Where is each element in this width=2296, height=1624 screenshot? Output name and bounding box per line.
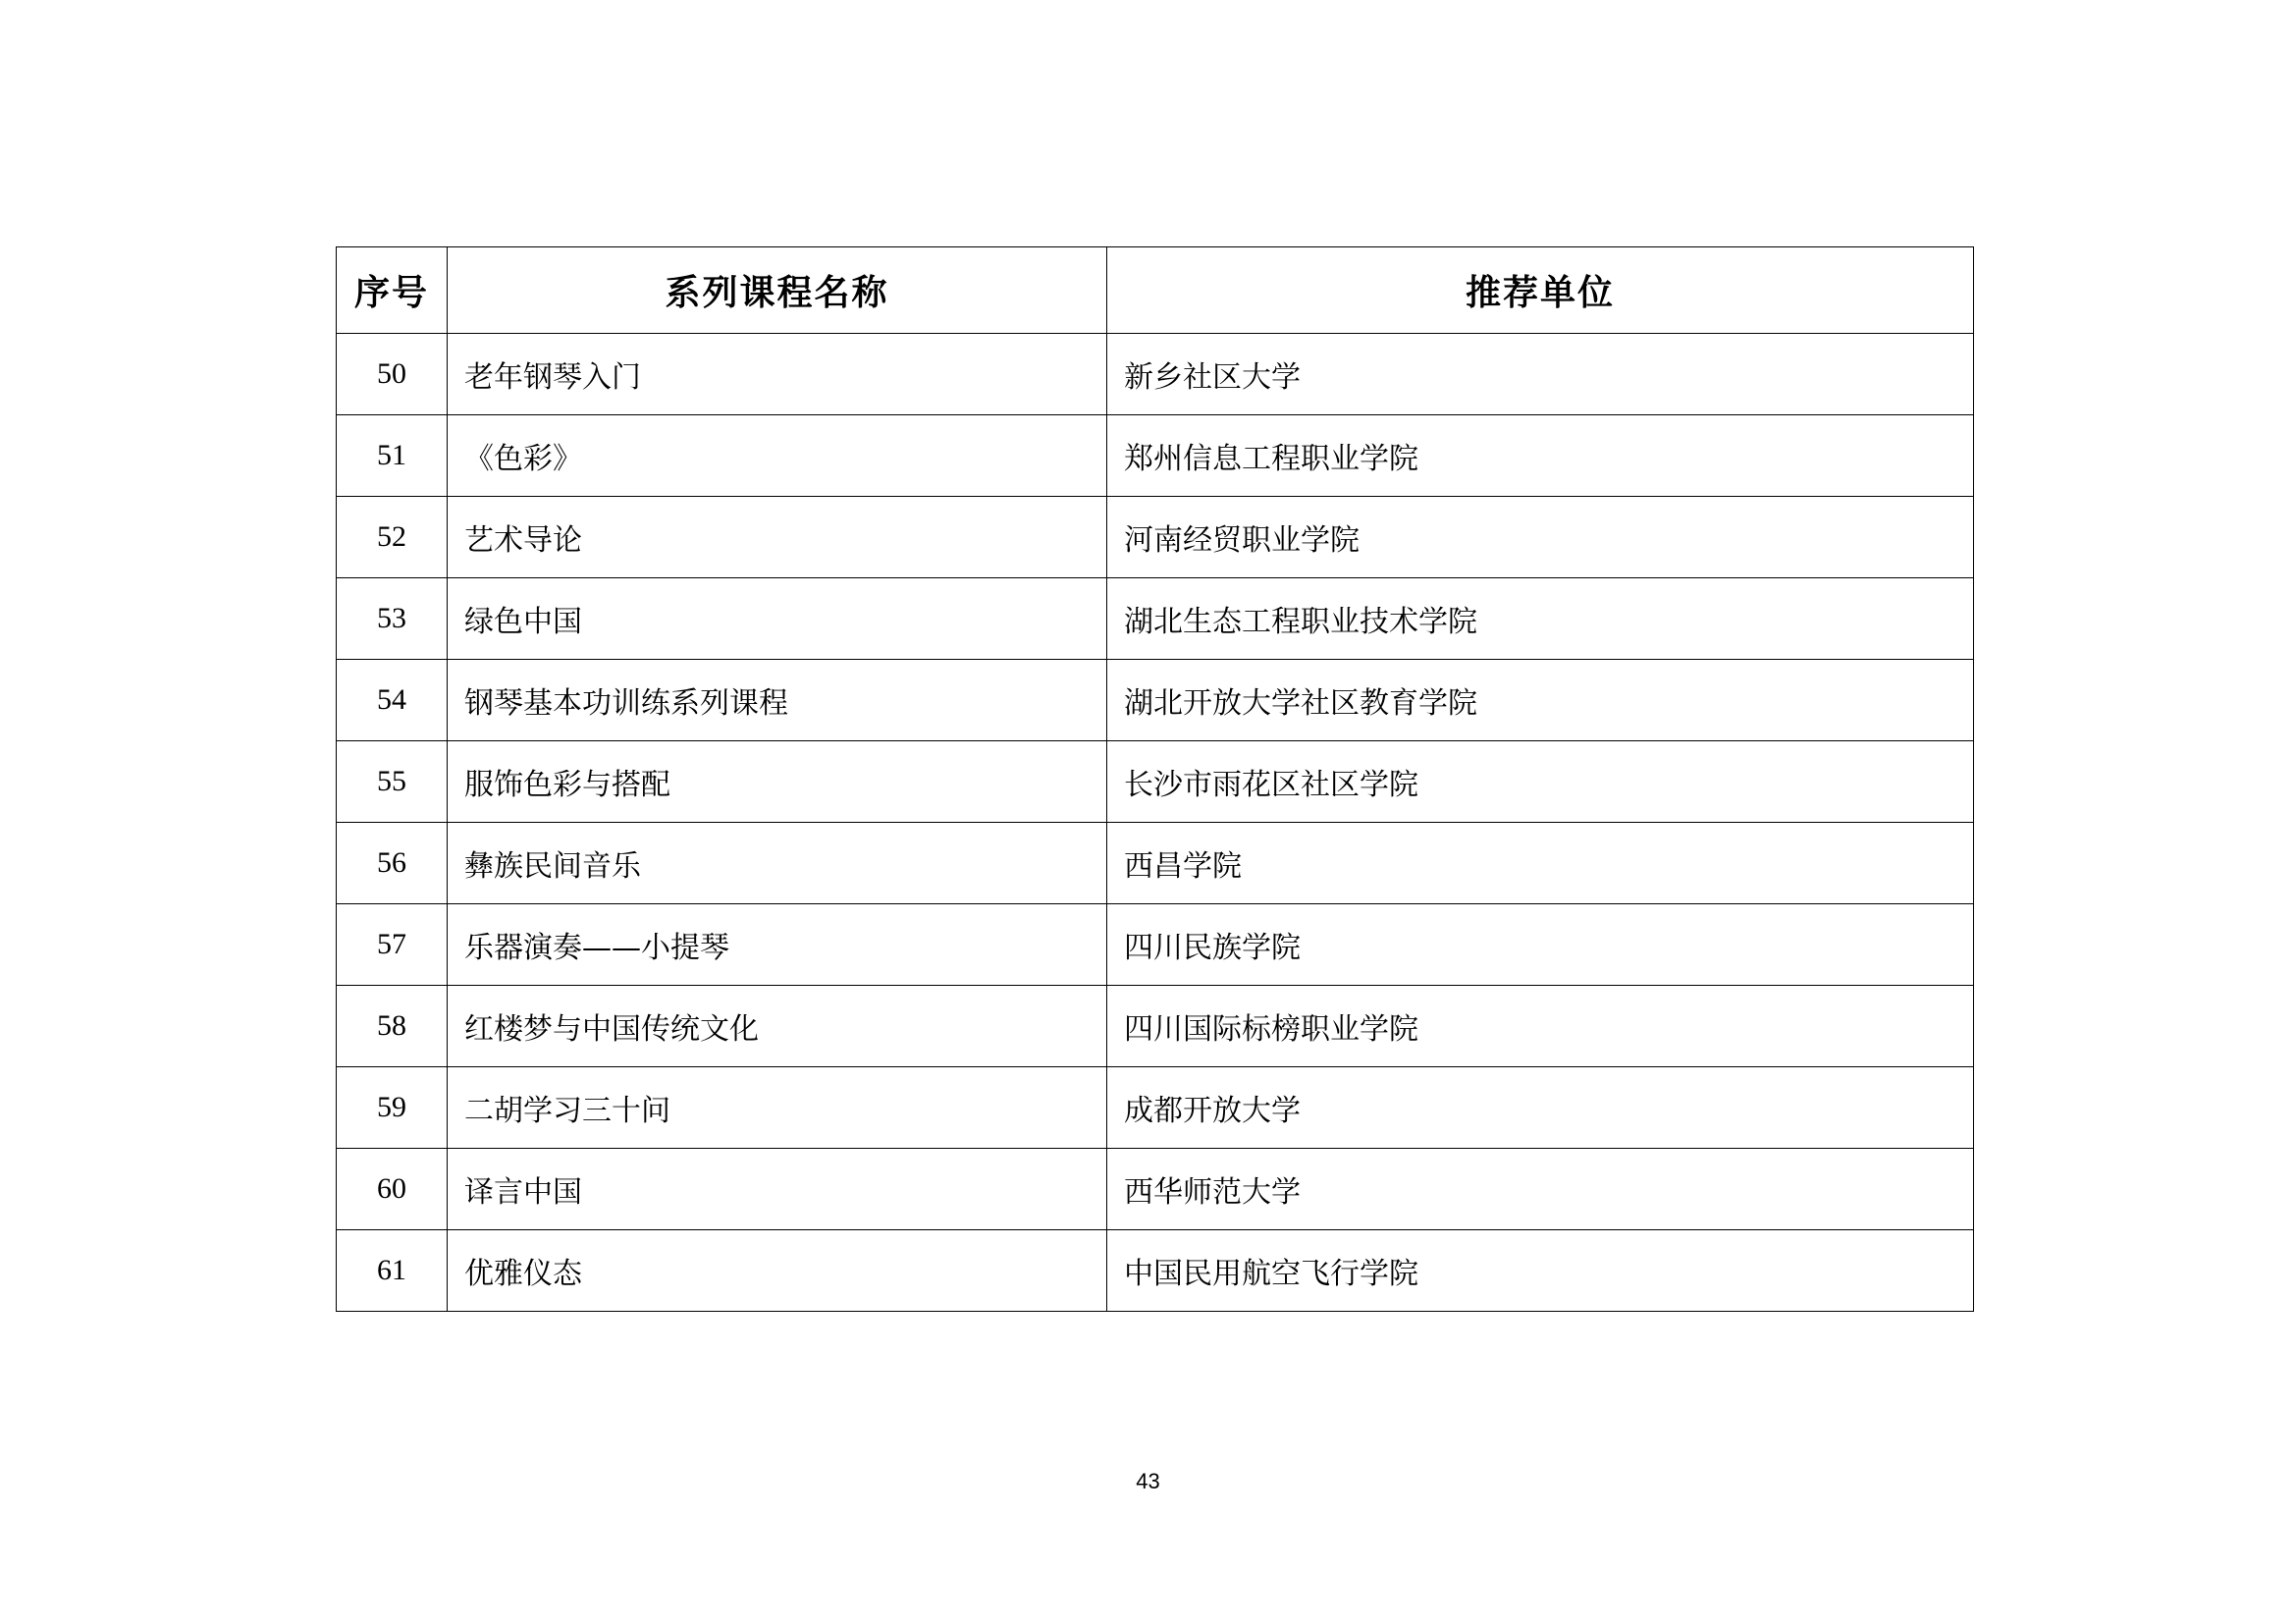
table-header-row: [337, 247, 1974, 334]
row-index: 52: [337, 497, 448, 578]
header-index: 序号: [337, 247, 448, 334]
row-unit: 新乡社区大学: [1107, 334, 1974, 415]
table-row: [337, 415, 1974, 497]
row-unit: 中国民用航空飞行学院: [1107, 1230, 1974, 1312]
table-row: [337, 334, 1974, 415]
row-unit: 四川国际标榜职业学院: [1107, 986, 1974, 1067]
table-body: [337, 334, 1974, 1312]
row-unit: 西华师范大学: [1107, 1149, 1974, 1230]
row-course-name: 老年钢琴入门: [448, 334, 1107, 415]
row-index: 61: [337, 1230, 448, 1312]
row-course-name: 服饰色彩与搭配: [448, 741, 1107, 823]
row-course-name: 二胡学习三十问: [448, 1067, 1107, 1149]
row-course-name: 绿色中国: [448, 578, 1107, 660]
row-course-name: 乐器演奏——小提琴: [448, 904, 1107, 986]
table-row: [337, 904, 1974, 986]
table-row: [337, 986, 1974, 1067]
row-index: 59: [337, 1067, 448, 1149]
row-index: 53: [337, 578, 448, 660]
page-number: 43: [1136, 1469, 1160, 1493]
table-row: [337, 1230, 1974, 1312]
row-index: 56: [337, 823, 448, 904]
row-unit: 湖北生态工程职业技术学院: [1107, 578, 1974, 660]
table-row: [337, 1149, 1974, 1230]
row-unit: 长沙市雨花区社区学院: [1107, 741, 1974, 823]
row-course-name: 优雅仪态: [448, 1230, 1107, 1312]
table-row: [337, 1067, 1974, 1149]
header-unit: 推荐单位: [1107, 247, 1974, 334]
row-course-name: 艺术导论: [448, 497, 1107, 578]
table-row: [337, 497, 1974, 578]
row-unit: 四川民族学院: [1107, 904, 1974, 986]
row-index: 58: [337, 986, 448, 1067]
header-course-name: 系列课程名称: [448, 247, 1107, 334]
row-unit: 郑州信息工程职业学院: [1107, 415, 1974, 497]
row-course-name: 红楼梦与中国传统文化: [448, 986, 1107, 1067]
row-unit: 成都开放大学: [1107, 1067, 1974, 1149]
table-row: [337, 660, 1974, 741]
table-row: [337, 741, 1974, 823]
row-unit: 西昌学院: [1107, 823, 1974, 904]
row-course-name: 《色彩》: [448, 415, 1107, 497]
row-index: 60: [337, 1149, 448, 1230]
row-index: 57: [337, 904, 448, 986]
row-index: 51: [337, 415, 448, 497]
course-table: [336, 246, 1974, 1312]
row-index: 50: [337, 334, 448, 415]
row-index: 55: [337, 741, 448, 823]
table-row: [337, 823, 1974, 904]
row-unit: 湖北开放大学社区教育学院: [1107, 660, 1974, 741]
row-course-name: 译言中国: [448, 1149, 1107, 1230]
row-unit: 河南经贸职业学院: [1107, 497, 1974, 578]
row-course-name: 钢琴基本功训练系列课程: [448, 660, 1107, 741]
row-course-name: 彝族民间音乐: [448, 823, 1107, 904]
table-row: [337, 578, 1974, 660]
row-index: 54: [337, 660, 448, 741]
